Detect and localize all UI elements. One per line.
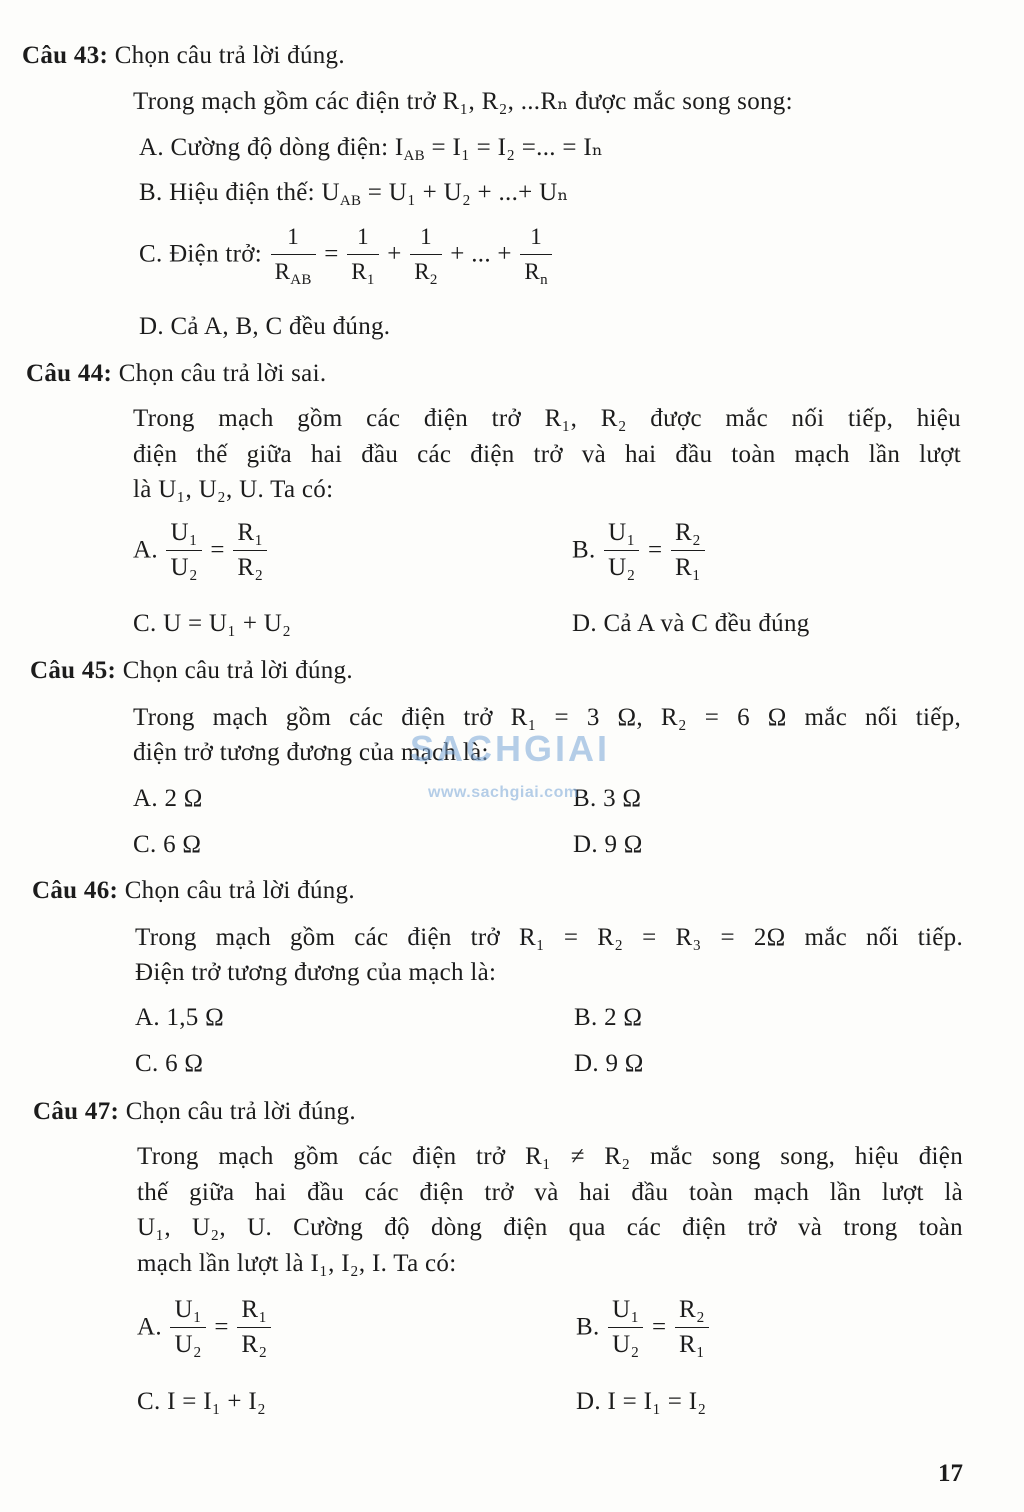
q43-option-b: B. Hiệu điện thế: $U_{AB} = U_1 + U_2$ + ...+ Uₙ (139, 179, 569, 209)
q47-stem-last: mạch lần lượt là I₁, I₂, I. Ta có: (137, 1250, 457, 1277)
q46-header (32, 876, 355, 906)
q47-label: Câu 47: (33, 1098, 120, 1125)
q43-option-d: D. Cả A, B, C đều đúng. (139, 313, 391, 340)
watermark (410, 728, 611, 801)
q45-option-d: D. 9 Ω (573, 831, 643, 858)
q45-stem-last: điện trở tương đương của mạch là: (133, 739, 489, 766)
q47-instruction: Chọn câu trả lời đúng. (125, 1098, 356, 1125)
q46-option-a: A. 1,5 Ω (135, 1004, 225, 1031)
watermark-url: www.sachgiai.com (428, 784, 579, 801)
q44-stem: Trong mạch gồm các điện trở R₁, R₂ được mắc nối tiếp, hiệu điện thế giữa hai đầu các điện trở và hai đầu toàn mạch lần lượt (133, 405, 961, 468)
q43-option-a: A. Cường độ dòng điện: $I_{AB} = I_1 = I_2$ =... = Iₙ (139, 134, 604, 164)
q47-option-c: C. I = I₁ + I₂ (137, 1388, 266, 1415)
q44-label: Câu 44: (26, 360, 113, 387)
q46-option-b: B. 2 Ω (574, 1004, 643, 1031)
q43-option-c: C. Điện trở: $\frac{1}{R_{AB}}$ = $\frac{1}{R_1}$ + $\frac{1}{R_2}$ + ... + $\frac{1}{R_n}$ (139, 222, 554, 287)
q46-label: Câu 46: (32, 877, 119, 904)
q47-option-a: A. $\frac{\text{U₁}}{\text{U₂}}$ = $\frac{\text{R₁}}{\text{R₂}}$ (137, 1295, 273, 1360)
q45-option-c: C. 6 Ω (133, 831, 202, 858)
q46-option-c: C. 6 Ω (135, 1050, 204, 1077)
q45-instruction: Chọn câu trả lời đúng. (122, 657, 353, 684)
q44-instruction: Chọn câu trả lời sai. (118, 360, 327, 387)
q46-instruction: Chọn câu trả lời đúng. (124, 877, 355, 904)
q44-option-b: B. $\frac{\text{U₁}}{\text{U₂}}$ = $\frac{\text{R₂}}{\text{R₁}}$ (572, 518, 707, 583)
q44-stem-last: là U₁, U₂, U. Ta có: (133, 476, 334, 503)
q43-frac-r1: $\frac{1}{R_1}$ (347, 222, 378, 287)
q46-stem-last: Điện trở tương đương của mạch là: (135, 959, 497, 986)
q47-stem: Trong mạch gồm các điện trở R₁ ≠ R₂ mắc song song, hiệu điện thế giữa hai đầu các điện trở và hai đầu toàn mạch lần lượt là U₁, U₂, U. Cường độ dòng điện qua các điện trở và trong toàn (137, 1143, 963, 1241)
watermark-logo: SACHGIAI (410, 728, 611, 769)
q43-header (22, 41, 345, 71)
page-number: 17 (938, 1460, 963, 1487)
q43-frac-rn: $\frac{1}{R_n}$ (520, 222, 551, 287)
q43-frac-r2: $\frac{1}{R_2}$ (410, 222, 441, 287)
q46-stem: Trong mạch gồm các điện trở R₁ = R₂ = R₃ = 2Ω mắc nối tiếp. (135, 924, 963, 951)
q47-option-b: B. $\frac{\text{U₁}}{\text{U₂}}$ = $\frac{\text{R₂}}{\text{R₁}}$ (576, 1295, 711, 1360)
q44-option-a: A. $\frac{\text{U₁}}{\text{U₂}}$ = $\frac{\text{R₁}}{\text{R₂}}$ (133, 518, 269, 583)
q43-frac-rab: $\frac{1}{R_{AB}}$ (271, 222, 316, 287)
q47-option-d: D. I = I₁ = I₂ (576, 1388, 707, 1415)
q45-option-b: B. 3 Ω (573, 785, 642, 812)
q45-stem: Trong mạch gồm các điện trở R₁ = 3 Ω, R₂ = 6 Ω mắc nối tiếp, (133, 704, 961, 731)
q44-option-d: D. Cả A và C đều đúng (572, 610, 810, 637)
q47-header (33, 1097, 356, 1127)
q45-header (30, 656, 353, 686)
q44-option-c: C. U = U₁ + U₂ (133, 610, 292, 637)
q45-label: Câu 45: (30, 657, 117, 684)
q43-label: Câu 43: (22, 42, 109, 69)
q45-option-a: A. 2 Ω (133, 785, 203, 812)
q43-stem: Trong mạch gồm các điện trở R₁, R₂, ...Rₙ được mắc song song: (133, 88, 793, 115)
q43-instruction: Chọn câu trả lời đúng. (114, 42, 345, 69)
q46-option-d: D. 9 Ω (574, 1050, 644, 1077)
q44-header (26, 359, 326, 389)
